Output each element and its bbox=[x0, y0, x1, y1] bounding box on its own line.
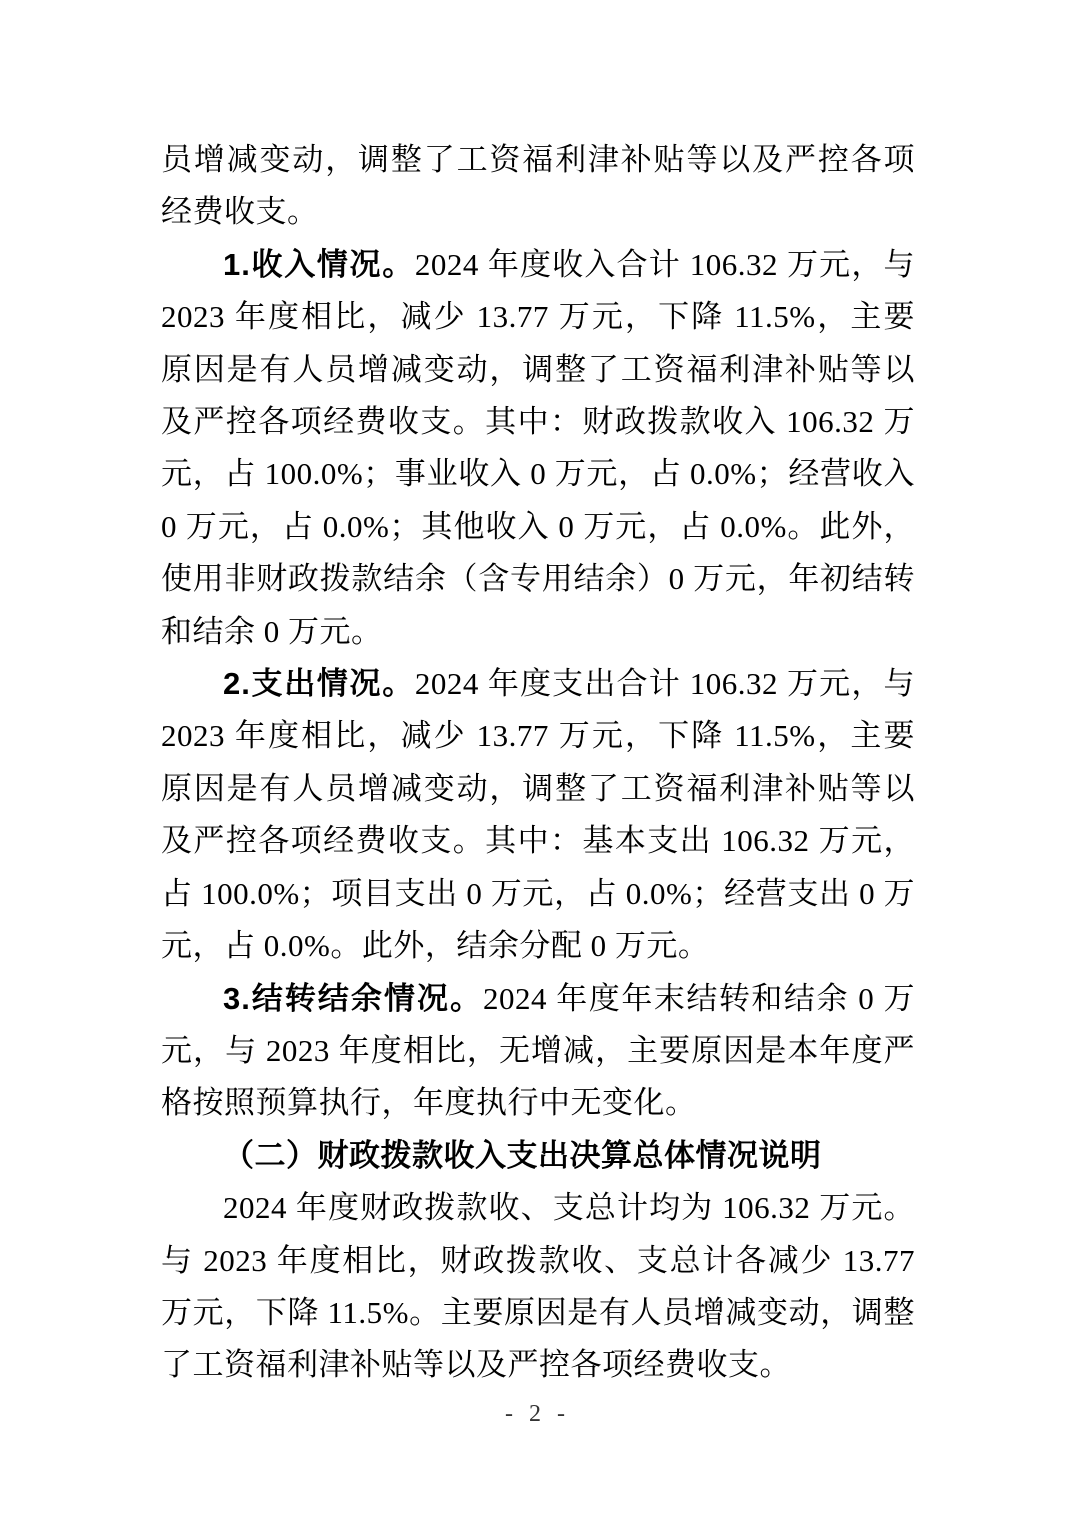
carryover-section-lead: 3.结转结余情况。 bbox=[223, 980, 484, 1016]
expenditure-section-body: 2024 年度支出合计 106.32 万元，与 2023 年度相比，减少 13.77 万元，下降 11.5%，主要原因是有人员增减变动，调整了工资福利津补贴等以及严控各项经费收支。其中：基本支出 106.32 万元，占 100.0%；项目支出 0 万元，占 0.0%；经营支出 0 万元，占 0.0%。此外，结余分配 0 万元。 bbox=[161, 666, 915, 964]
income-section-paragraph bbox=[161, 239, 915, 658]
fiscal-appropriation-subheading: （二）财政拨款收入支出决算总体情况说明 bbox=[223, 1137, 822, 1173]
income-section-lead: 1.收入情况。 bbox=[223, 246, 415, 282]
income-section-body: 2024 年度收入合计 106.32 万元，与 2023 年度相比，减少 13.77 万元，下降 11.5%，主要原因是有人员增减变动，调整了工资福利津补贴等以及严控各项经费收支。其中：财政拨款收入 106.32 万元，占 100.0%；事业收入 0 万元，占 0.0%；经营收入 0 万元，占 0.0%；其他收入 0 万元，占 0.0%。此外，使用非财政拨款结余（含专用结余）0 万元，年初结转和结余 0 万元。 bbox=[161, 246, 915, 649]
carryover-section-paragraph bbox=[161, 973, 915, 1130]
document-body bbox=[161, 134, 915, 1392]
fiscal-summary-paragraph: 2024 年度财政拨款收、支总计均为 106.32 万元。与 2023 年度相比，财政拨款收、支总计各减少 13.77 万元，下降 11.5%。主要原因是有人员增减变动，调整了工资福利津补贴等以及严控各项经费收支。 bbox=[161, 1190, 915, 1383]
paragraph-continuation: 员增减变动，调整了工资福利津补贴等以及严控各项经费收支。 bbox=[161, 142, 915, 230]
page-number-footer: - 2 - bbox=[505, 1401, 570, 1427]
carryover-section-body: 2024 年度年末结转和结余 0 万元，与 2023 年度相比，无增减，主要原因是本年度严格按照预算执行，年度执行中无变化。 bbox=[161, 980, 915, 1121]
expenditure-section-paragraph bbox=[161, 658, 915, 972]
expenditure-section-lead: 2.支出情况。 bbox=[223, 666, 415, 702]
